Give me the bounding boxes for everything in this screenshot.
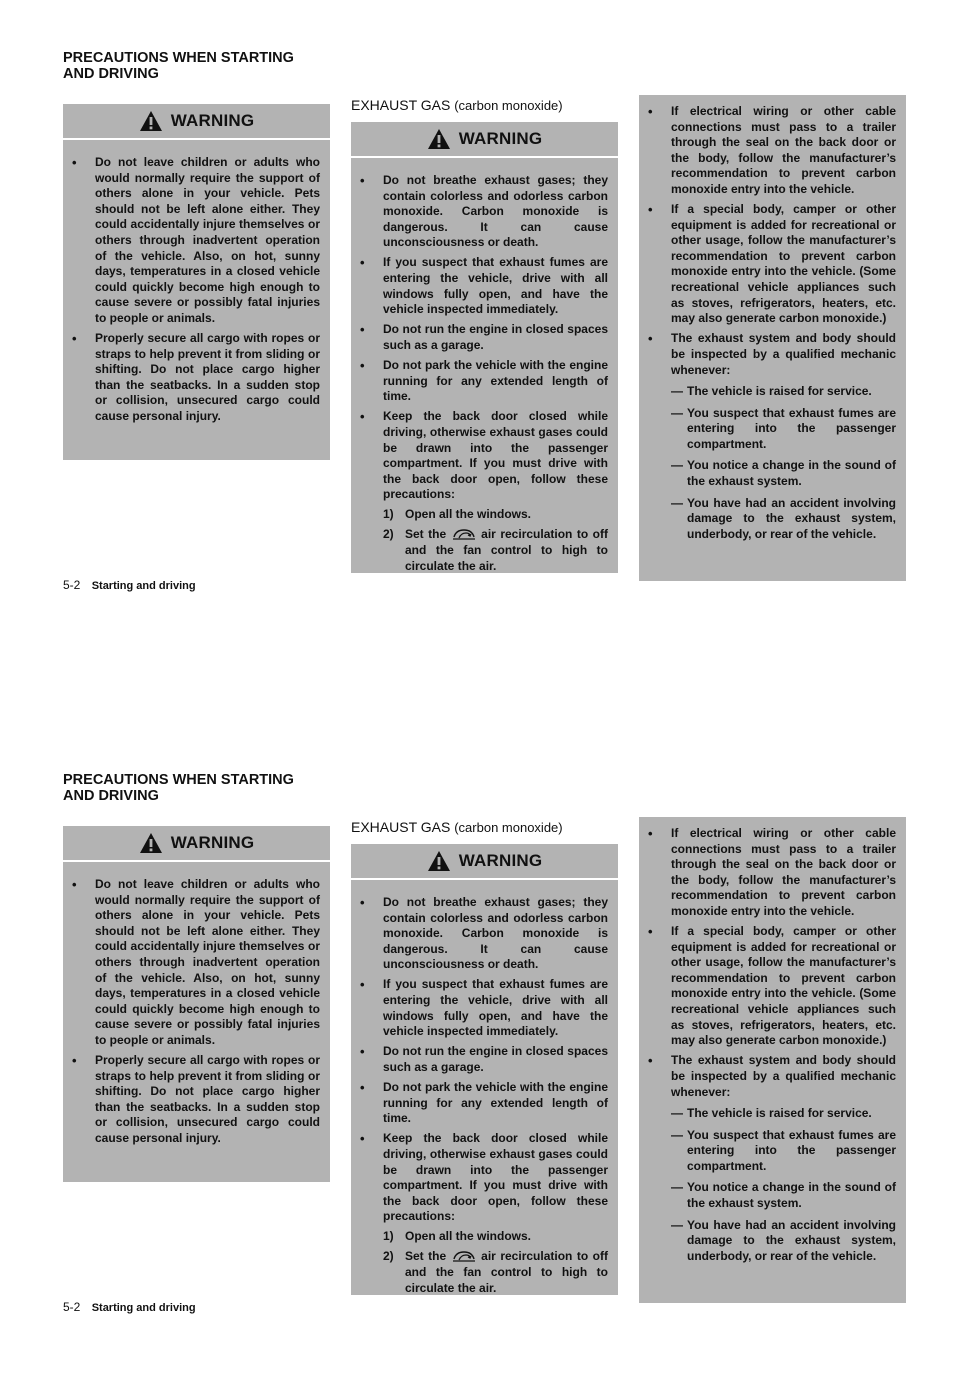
- dash-item: — You suspect that exhaust fumes are entering into the passenger compartment.: [671, 1128, 896, 1175]
- warning-triangle-icon: [427, 128, 451, 150]
- chapter-name: Starting and driving: [91, 580, 196, 592]
- list-item: • Do not leave children or adults who would normally require the support of others alone in your vehicle. Pets should not be left alone either. They could accidentally injure themselves or others through inadvertent operation of the vehicle. Also, on hot, sunny days, temperatures in a closed vehicle could quickly become high enough to cause severe or possibly fatal injuries to people or animals.: [63, 877, 330, 1049]
- warning-header: [63, 826, 330, 862]
- list-item: • Do not park the vehicle with the engine running for any extended length of time.: [351, 358, 618, 405]
- warning-list: [351, 158, 618, 574]
- manual-page-2: [0, 722, 954, 1382]
- list-item: • Properly secure all cargo with ropes or straps to help prevent it from sliding or shifting. Do not place cargo higher than the seatbacks. In a sudden stop or collision, unsecured cargo could cause personal injury.: [63, 1053, 330, 1147]
- warning-box-children-cargo: [63, 104, 330, 460]
- precaution-steps: [383, 1229, 608, 1296]
- exhaust-gas-heading: EXHAUST GAS (carbon monoxide): [351, 819, 563, 835]
- dash-item: — The vehicle is raised for service.: [671, 1106, 896, 1122]
- warning-list: [351, 880, 618, 1296]
- warning-triangle-icon: [427, 850, 451, 872]
- dash-item: — You notice a change in the sound of the exhaust system.: [671, 1180, 896, 1211]
- dash-item: — You suspect that exhaust fumes are entering into the passenger compartment.: [671, 406, 896, 453]
- list-item: • Do not leave children or adults who would normally require the support of others alone in your vehicle. Pets should not be left alone either. They could accidentally injure themselves or others through inadvertent operation of the vehicle. Also, on hot, sunny days, temperatures in a closed vehicle could quickly become high enough to cause severe or possibly fatal injuries to people or animals.: [63, 155, 330, 327]
- dash-item: — You have had an accident involving damage to the exhaust system, underbody, or rear of the vehicle.: [671, 1218, 896, 1265]
- page-footer: [63, 1300, 196, 1314]
- list-item: • The exhaust system and body should be inspected by a qualified mechanic whenever: — The vehicle is raised for service. — You suspect that exhaust fumes are entering into the passenger compartment. — You notice a change in the sound of the exhaust system. — You have had an accident involving damage to the exhaust system, underbody, or rear of the vehicle.: [639, 331, 906, 542]
- step-item: 2) Set the air recirculation to off and the fan control to high to circulate the air.: [383, 1249, 608, 1295]
- warning-list: [639, 817, 906, 1264]
- warning-box-exhaust: [351, 844, 618, 1295]
- precaution-steps: [383, 507, 608, 574]
- warning-list: [639, 95, 906, 542]
- list-item: • If electrical wiring or other cable connections must pass to a trailer through the seal on the back door or the body, follow the manufacturer’s recommendation to prevent carbon monoxide entry into the vehicle.: [639, 104, 906, 198]
- step-item: 2) Set the air recirculation to off and the fan control to high to circulate the air.: [383, 527, 608, 573]
- warning-box-children-cargo: [63, 826, 330, 1182]
- list-item: • Keep the back door closed while driving, otherwise exhaust gases could be drawn into the passenger compartment. If you must drive with the back door open, follow these precautions: 1) Open all the windows. 2) Set the air recirculation to off and the fan control to high to circulate the air.: [351, 1131, 618, 1296]
- inspection-conditions: [671, 384, 896, 542]
- list-item: • Do not run the engine in closed spaces such as a garage.: [351, 1044, 618, 1075]
- exhaust-gas-heading: EXHAUST GAS (carbon monoxide): [351, 97, 563, 113]
- dash-item: — The vehicle is raised for service.: [671, 384, 896, 400]
- list-item: • Properly secure all cargo with ropes or straps to help prevent it from sliding or shifting. Do not place cargo higher than the seatbacks. In a sudden stop or collision, unsecured cargo could cause personal injury.: [63, 331, 330, 425]
- warning-label: WARNING: [458, 851, 543, 870]
- air-recirculation-icon: [451, 527, 477, 541]
- warning-label: WARNING: [458, 129, 543, 148]
- page-footer: [63, 578, 196, 592]
- warning-triangle-icon: [139, 110, 163, 132]
- list-item: • Do not run the engine in closed spaces such as a garage.: [351, 322, 618, 353]
- dash-item: — You notice a change in the sound of the exhaust system.: [671, 458, 896, 489]
- continued-warning-box: [639, 817, 906, 1303]
- page-number: 5-2: [63, 578, 81, 592]
- chapter-name: Starting and driving: [91, 1302, 196, 1314]
- warning-header: [351, 844, 618, 880]
- warning-label: WARNING: [170, 111, 255, 130]
- dash-item: — You have had an accident involving damage to the exhaust system, underbody, or rear of the vehicle.: [671, 496, 896, 543]
- section-title: PRECAUTIONS WHEN STARTING AND DRIVING: [63, 50, 294, 82]
- list-item: • If a special body, camper or other equipment is added for recreational or other usage, follow the manufacturer’s recommendation to prevent carbon monoxide entry into the vehicle. (Some recreational vehicle appliances such as stoves, refrigerators, heaters, etc. may also generate carbon monoxide.): [639, 924, 906, 1049]
- warning-list: [63, 862, 330, 1147]
- list-item: • If a special body, camper or other equipment is added for recreational or other usage, follow the manufacturer’s recommendation to prevent carbon monoxide entry into the vehicle. (Some recreational vehicle appliances such as stoves, refrigerators, heaters, etc. may also generate carbon monoxide.): [639, 202, 906, 327]
- list-item: • Do not breathe exhaust gases; they contain colorless and odorless carbon monoxide. Carbon monoxide is dangerous. It can cause unconsciousness or death.: [351, 173, 618, 251]
- list-item: • The exhaust system and body should be inspected by a qualified mechanic whenever: — The vehicle is raised for service. — You suspect that exhaust fumes are entering into the passenger compartment. — You notice a change in the sound of the exhaust system. — You have had an accident involving damage to the exhaust system, underbody, or rear of the vehicle.: [639, 1053, 906, 1264]
- list-item: • If you suspect that exhaust fumes are entering the vehicle, drive with all windows fully open, and have the vehicle inspected immediately.: [351, 255, 618, 317]
- step-item: 1) Open all the windows.: [383, 506, 532, 521]
- list-item: • Do not breathe exhaust gases; they contain colorless and odorless carbon monoxide. Carbon monoxide is dangerous. It can cause unconsciousness or death.: [351, 895, 618, 973]
- warning-box-exhaust: [351, 122, 618, 573]
- list-item: • Do not park the vehicle with the engine running for any extended length of time.: [351, 1080, 618, 1127]
- warning-list: [63, 140, 330, 425]
- warning-header: [63, 104, 330, 140]
- warning-header: [351, 122, 618, 158]
- step-item: 1) Open all the windows.: [383, 1228, 532, 1243]
- manual-page-1: [0, 0, 954, 660]
- section-title: PRECAUTIONS WHEN STARTING AND DRIVING: [63, 772, 294, 804]
- inspection-conditions: [671, 1106, 896, 1264]
- warning-label: WARNING: [170, 833, 255, 852]
- list-item: • If you suspect that exhaust fumes are entering the vehicle, drive with all windows fully open, and have the vehicle inspected immediately.: [351, 977, 618, 1039]
- warning-triangle-icon: [139, 832, 163, 854]
- list-item: • If electrical wiring or other cable connections must pass to a trailer through the seal on the back door or the body, follow the manufacturer’s recommendation to prevent carbon monoxide entry into the vehicle.: [639, 826, 906, 920]
- air-recirculation-icon: [451, 1249, 477, 1263]
- continued-warning-box: [639, 95, 906, 581]
- list-item: • Keep the back door closed while driving, otherwise exhaust gases could be drawn into the passenger compartment. If you must drive with the back door open, follow these precautions: 1) Open all the windows. 2) Set the air recirculation to off and the fan control to high to circulate the air.: [351, 409, 618, 574]
- page-number: 5-2: [63, 1300, 81, 1314]
